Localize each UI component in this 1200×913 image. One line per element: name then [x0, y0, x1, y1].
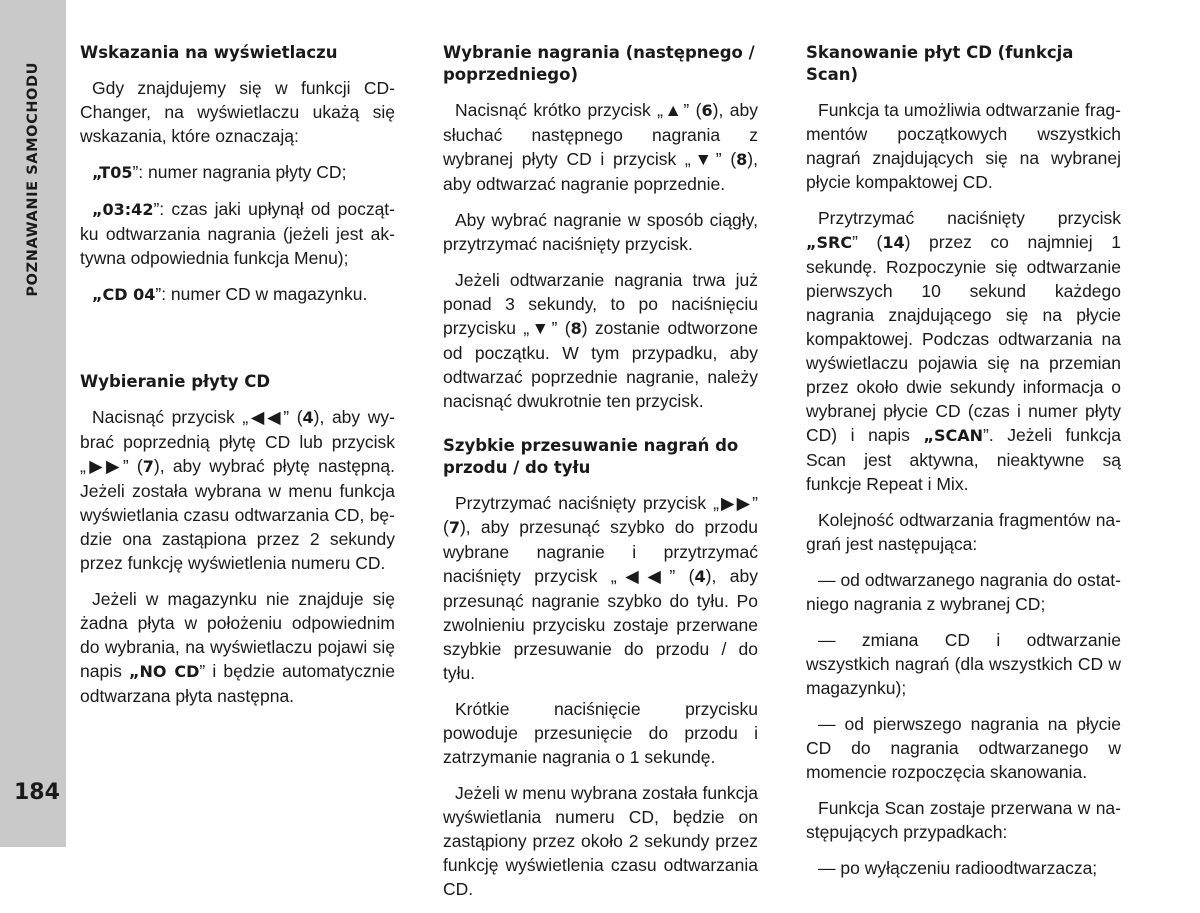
button-ref: 14 — [882, 233, 905, 252]
heading-select-track: Wybranie nagrania (następnego / poprzedniego) — [443, 43, 755, 84]
text: Nacisnąć przycisk „◀◀” ( — [92, 407, 303, 427]
button-ref: 6 — [701, 101, 713, 120]
heading-fast-forward: Szybkie przesuwanie nagrań do przodu / do tyłu — [443, 436, 739, 477]
display-code: „03:42 — [92, 200, 154, 219]
section-tab — [24, 45, 42, 313]
list-item: — po wyłączeniu radioodtwarzacza; — [818, 858, 1098, 878]
list-item: — zmiana CD i odtwarzanie wszystkich nagrań (dla wszystkich CD w magazynku); — [806, 630, 1121, 698]
text: ), aby odtwarzać nagranie poprzednie. — [443, 149, 758, 194]
text: Jeżeli odtwarzanie nagrania trwa już ponad 3 sekundy, to po naciśnięciu przycisku „▼” ( — [443, 270, 758, 338]
text: ” ( — [852, 232, 883, 252]
button-ref: 4 — [694, 567, 706, 586]
text: Nacisnąć krótko przycisk „▲” ( — [455, 100, 702, 120]
column-2 — [443, 42, 758, 913]
column-3 — [806, 42, 1121, 892]
text: Jeżeli w magazynku nie znajduje się żadna płyta w położeniu odpowiednim do wybrania, na wyświetlaczu pojawi się napis — [80, 589, 395, 681]
paragraph — [80, 405, 395, 575]
text: ”. Jeżeli funkcja Scan jest aktywna, nieaktywne są funkcje Repeat i Mix. — [806, 425, 1121, 494]
paragraph — [80, 197, 395, 270]
list-item: — od odtwarzanego nagrania do ostatniego nagrania z wybranej CD; — [806, 570, 1121, 614]
paragraph — [443, 98, 758, 196]
paragraph: Jeżeli w menu wybrana została funkcja wyświetlania numeru CD, będzie on zastąpiony przez około 2 sekundy przez funkcję wyświetlenia czasu odtwarzania CD. — [443, 783, 758, 899]
paragraph: Funkcja ta umożliwia odtwarzanie fragmentów początkowych wszystkich nagrań znajdujących się na wybranej płycie kompaktowej CD. — [806, 100, 1121, 192]
paragraph — [80, 282, 395, 307]
text: ), aby wybrać poprzednią płytę CD lub przycisk „▶▶” ( — [80, 407, 395, 476]
paragraph: Krótkie naciśnięcie przycisku powoduje przesunięcie do przodu i zatrzymanie nagrania o 1 sekundę. — [443, 699, 758, 767]
display-code: „T05 — [92, 163, 133, 182]
text: ”: numer nagrania płyty CD; — [132, 162, 347, 182]
button-ref: 4 — [302, 408, 314, 427]
paragraph — [443, 268, 758, 413]
paragraph: Aby wybrać nagranie w sposób ciągły, przytrzymać naciśnięty przycisk. — [443, 210, 758, 254]
text: ), aby przesunąć szybko do przodu wybrane nagranie i przytrzymać naciśnięty przycisk „◀◀” ( — [443, 517, 758, 586]
paragraph: Funkcja Scan zostaje przerwana w następujących przypadkach: — [806, 798, 1121, 842]
text: ), aby słuchać następnego nagrania z wybranej płyty CD i przycisk „▼” ( — [443, 100, 758, 169]
text: ”: czas jaki upłynął od początku odtwarzania nagrania (jeżeli jest aktywna odpowiednia funkcja Menu); — [80, 199, 395, 268]
text: ) przez co najmniej 1 sekundę. Rozpoczynie się odtwarzanie pierwszych 10 sekund każdego nagrania znajdującego się na płycie kompaktowej. Podczas odtwarzania na wyświetlaczu pojawia się na przemian przez około dwie sekundy informacja o wybranej płycie CD (czas i numer płyty CD) i napis — [806, 232, 1121, 445]
text: ) zostanie odtworzone od początku. W tym przypadku, aby odtwarzać poprzednie nagranie, należy nacisnąć dwukrotnie ten przycisk. — [443, 318, 758, 411]
button-ref: 8 — [736, 150, 748, 169]
text: ), aby przesunąć nagranie szybko do tyłu. Po zwolnieniu przycisku zostaje przerwane szybkie przesuwanie do przodu / do tyłu. — [443, 566, 758, 683]
paragraph — [443, 491, 758, 685]
text: Przytrzymać naciśnięty przycisk „▶▶” ( — [443, 493, 758, 537]
paragraph: Kolejność odtwarzania fragmentów nagrań jest następująca: — [806, 510, 1121, 554]
column-1 — [80, 42, 395, 720]
section-title: POZNAWANIE SAMOCHODU — [25, 61, 41, 297]
display-code: „NO CD — [129, 662, 200, 681]
heading-scan: Skanowanie płyt CD (funkcja Scan) — [806, 43, 1074, 84]
text: ” i będzie automatycznie odtwarzana płyta następna. — [80, 661, 395, 706]
button-ref: 8 — [570, 319, 582, 338]
page-number: 184 — [14, 780, 60, 805]
paragraph — [806, 206, 1121, 496]
button-ref: 7 — [142, 457, 154, 476]
display-code: „CD 04 — [92, 285, 156, 304]
heading-display-indications: Wskazania na wyświetlaczu — [80, 43, 338, 62]
paragraph — [80, 587, 395, 708]
display-code: „SCAN — [923, 426, 984, 445]
text: ), aby wybrać płytę następną. Jeżeli została wybrana w menu funkcja wyświetlania czasu odtwarzania CD, będzie ona zastąpiona przez 2 sekundy przez funkcję wyświetlenia numeru CD. — [80, 456, 395, 573]
text: ”: numer CD w magazynku. — [155, 284, 368, 304]
button-ref: 7 — [448, 518, 460, 537]
paragraph: Gdy znajdujemy się w funkcji CD-Changer, na wyświetlaczu ukażą się wskazania, które oznaczają: — [80, 78, 395, 146]
text: Przytrzymać naciśnięty przycisk — [818, 208, 1121, 228]
paragraph — [80, 160, 395, 185]
display-code: „SRC — [806, 233, 853, 252]
list-item: — od pierwszego nagrania na płycie CD do nagrania odtwarzanego w momencie rozpoczęcia skanowania. — [806, 714, 1121, 782]
heading-select-cd: Wybieranie płyty CD — [80, 372, 271, 391]
